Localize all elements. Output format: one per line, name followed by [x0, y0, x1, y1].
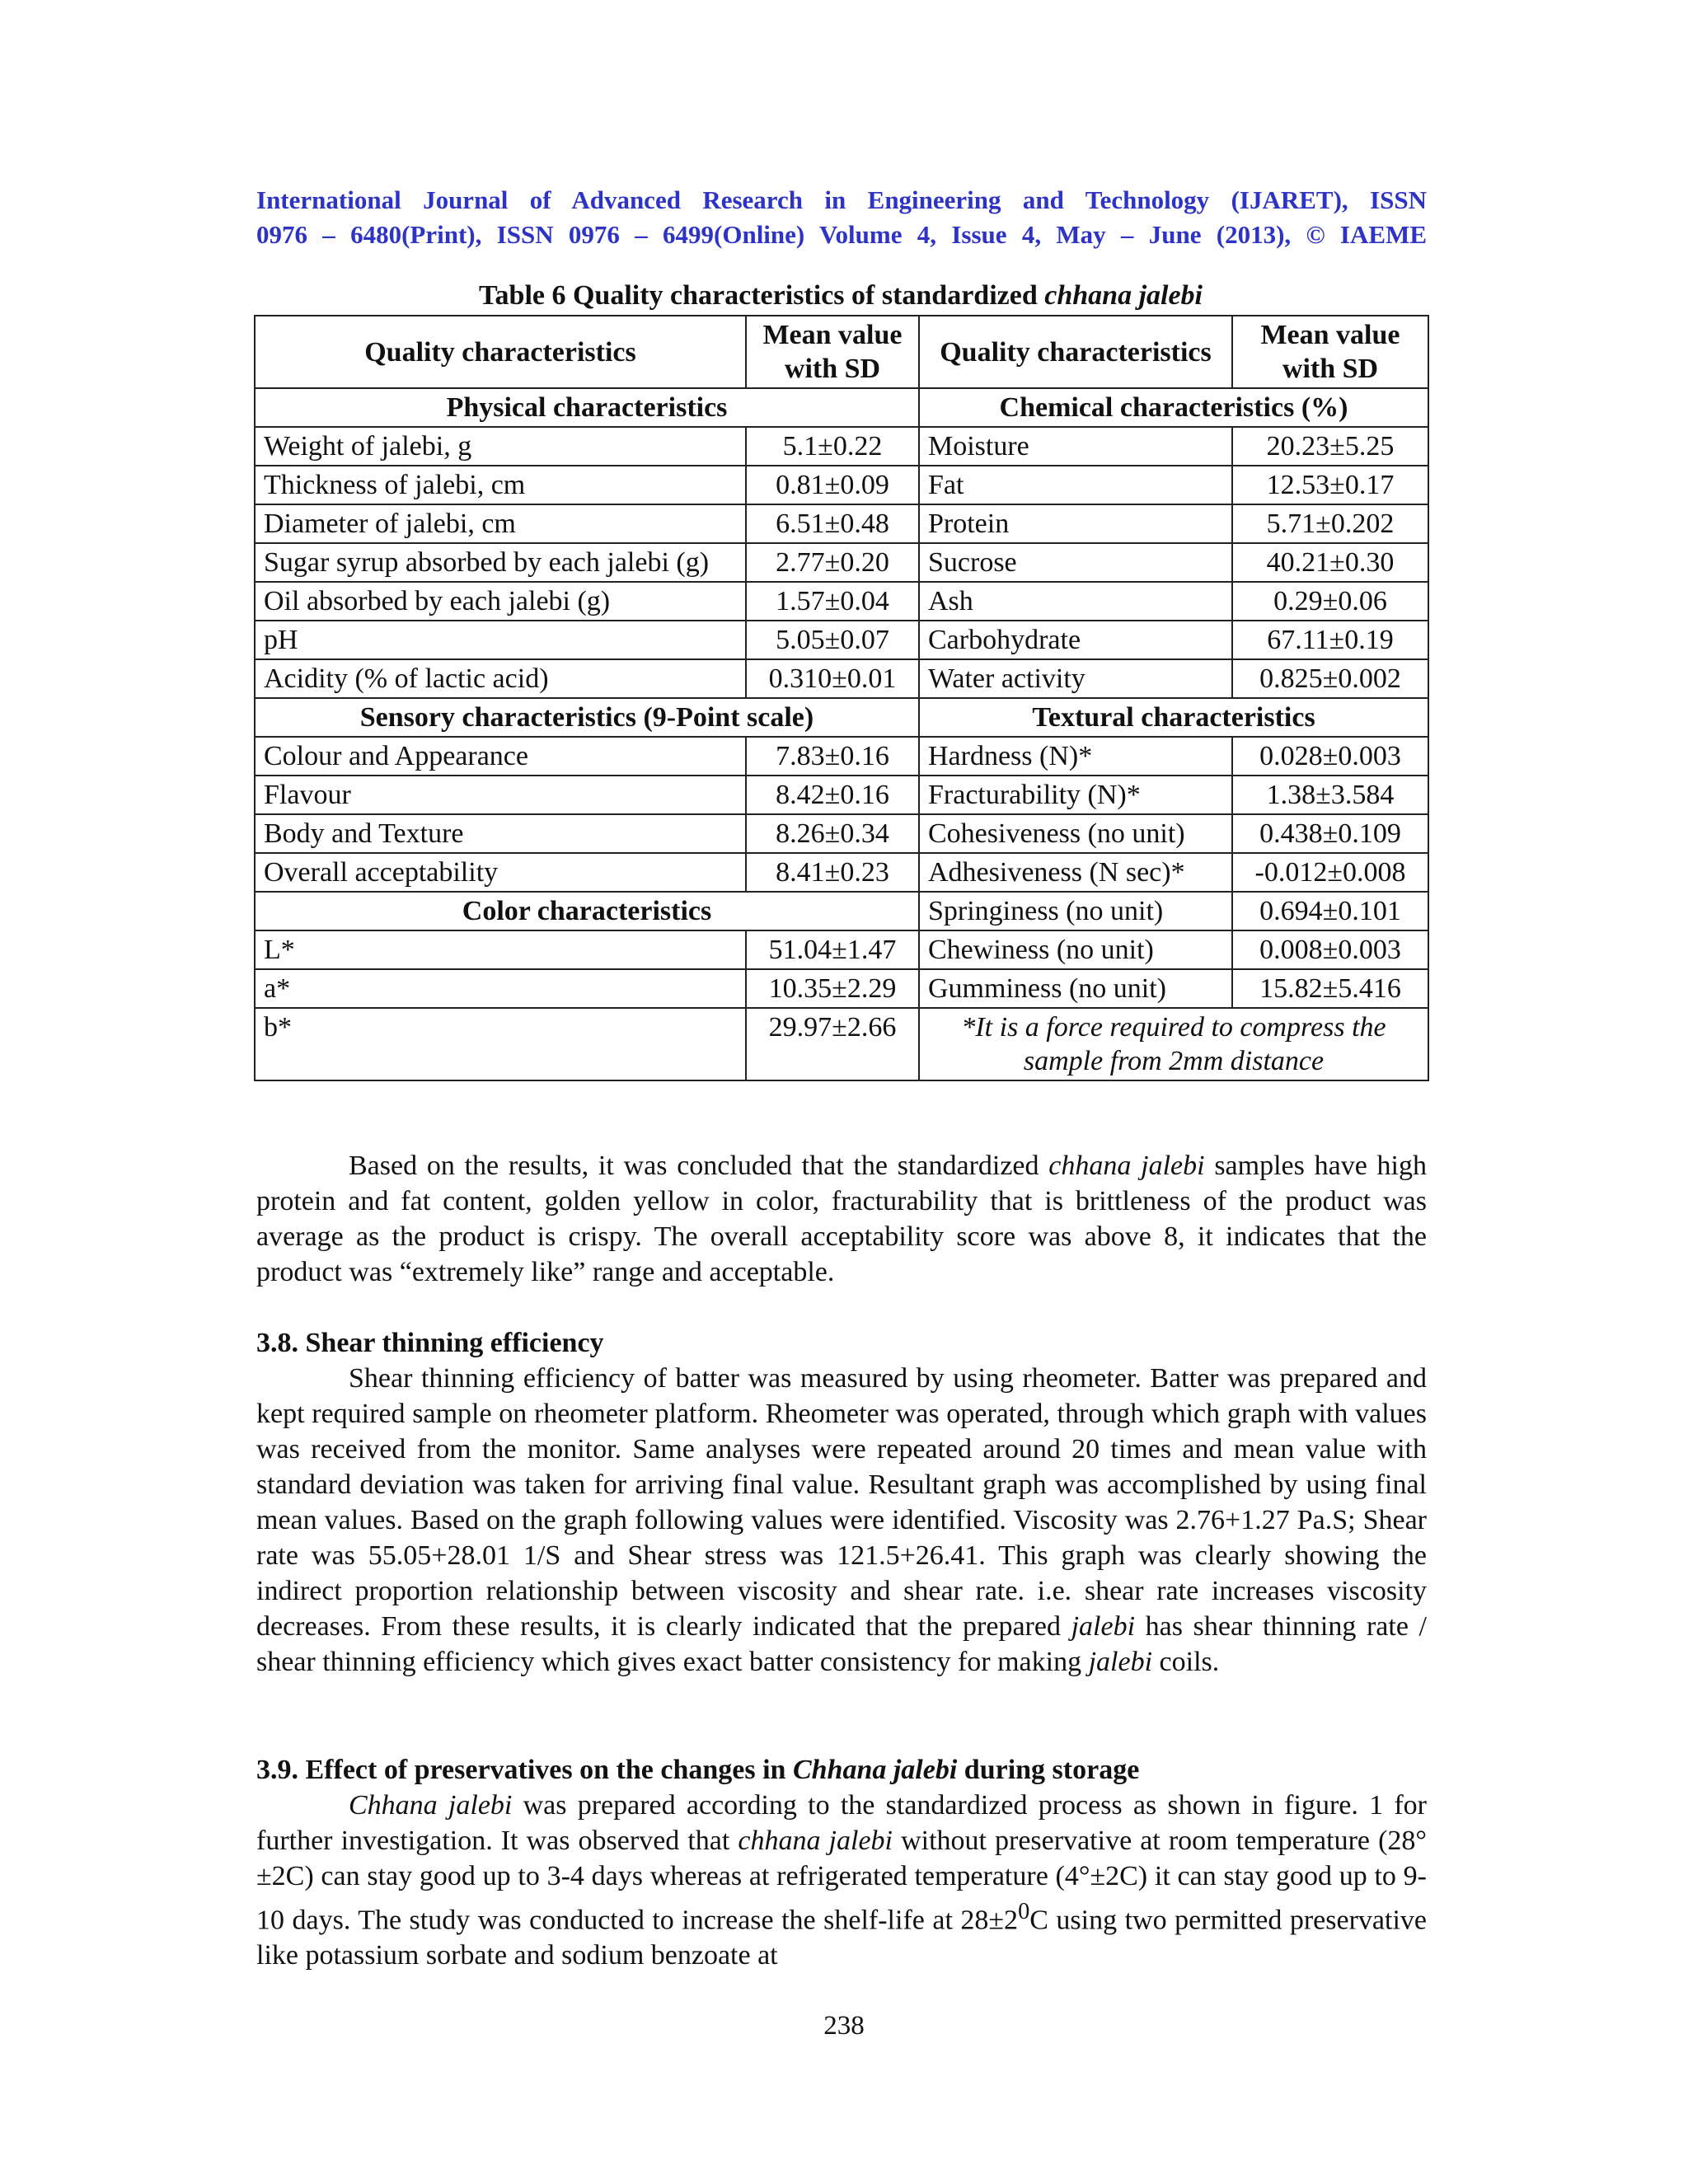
cell: 6.51±0.48	[746, 504, 919, 543]
table-row	[255, 427, 1428, 466]
cell: Adhesiveness (N sec)*	[919, 853, 1232, 892]
text: has shear thinning rate / shear thinning efficiency which gives exact batter consistency for making	[256, 1611, 1427, 1677]
text: C using two permitted preservative like potassium sorbate and sodium benzoate at	[256, 1905, 1427, 1971]
cell: 10.35±2.29	[746, 969, 919, 1008]
text: during storage	[957, 1755, 1140, 1785]
section-heading: Textural characteristics	[919, 698, 1428, 737]
text-italic: Chhana jalebi	[792, 1755, 958, 1785]
cell: Protein	[919, 504, 1232, 543]
table-row	[255, 1008, 1428, 1080]
text: samples have high protein and fat content, golden yellow in color, fracturability that is brittleness of the product was average as the product is crispy. The overall acceptability score was above 8, it indicates that the product was “extremely like” range and acceptable.	[256, 1151, 1427, 1287]
text: was prepared according to the standardized process as shown in figure. 1 for further investigation. It was observed that	[256, 1790, 1427, 1856]
table-row	[255, 543, 1428, 582]
section-row	[255, 698, 1428, 737]
table-row	[255, 737, 1428, 776]
conclusion-paragraph	[256, 1148, 1427, 1290]
cell: Chewiness (no unit)	[919, 930, 1232, 969]
cell: 29.97±2.66	[746, 1008, 919, 1080]
table-header-row	[255, 316, 1428, 388]
cell: Moisture	[919, 427, 1232, 466]
text-italic: chhana jalebi	[1048, 1151, 1205, 1181]
journal-header-line2: 0976 – 6480(Print), ISSN 0976 – 6499(Online) Volume 4, Issue 4, May – June (2013), © IAEME	[256, 220, 1427, 249]
col-header: Mean value with SD	[746, 316, 919, 388]
cell: Carbohydrate	[919, 621, 1232, 659]
col-header: Quality characteristics	[255, 316, 746, 388]
cell: Thickness of jalebi, cm	[255, 466, 746, 504]
text: Based on the results, it was concluded that the standardized	[349, 1151, 1049, 1181]
table-row	[255, 466, 1428, 504]
table-footnote: *It is a force required to compress the sample from 2mm distance	[919, 1008, 1428, 1080]
cell: Colour and Appearance	[255, 737, 746, 776]
section-heading: Color characteristics	[255, 892, 919, 930]
text: without preservative at room temperature (28°±2C) can stay good up to 3-4 days whereas at refrigerated temperature (4°±2C) it can stay good up to 9-10 days. The study was conducted to increase the shelf-life at 28±2	[256, 1825, 1427, 1936]
table-caption	[254, 279, 1428, 313]
cell: Gumminess (no unit)	[919, 969, 1232, 1008]
cell: Diameter of jalebi, cm	[255, 504, 746, 543]
table-row	[255, 853, 1428, 892]
section-row	[255, 388, 1428, 427]
caption-text: Table 6 Quality characteristics of standardized	[478, 280, 1045, 311]
table-row	[255, 930, 1428, 969]
cell: 15.82±5.416	[1232, 969, 1428, 1008]
superscript: 0	[1018, 1899, 1030, 1924]
cell: 8.26±0.34	[746, 814, 919, 853]
cell: 0.008±0.003	[1232, 930, 1428, 969]
journal-header-line1: International Journal of Advanced Research in Engineering and Technology (IJARET), ISSN	[256, 185, 1427, 214]
text-italic: jalebi	[1071, 1611, 1136, 1642]
cell: b*	[255, 1008, 746, 1080]
cell: Overall acceptability	[255, 853, 746, 892]
col-header: Mean value with SD	[1232, 316, 1428, 388]
cell: -0.012±0.008	[1232, 853, 1428, 892]
cell: 12.53±0.17	[1232, 466, 1428, 504]
cell: 0.438±0.109	[1232, 814, 1428, 853]
cell: 0.310±0.01	[746, 659, 919, 698]
section-heading: Physical characteristics	[255, 388, 919, 427]
cell: 5.05±0.07	[746, 621, 919, 659]
cell: 20.23±5.25	[1232, 427, 1428, 466]
table-row	[255, 814, 1428, 853]
cell: 1.38±3.584	[1232, 776, 1428, 814]
table-row	[255, 621, 1428, 659]
cell: 5.1±0.22	[746, 427, 919, 466]
text: coils.	[1152, 1647, 1220, 1677]
journal-header	[256, 183, 1427, 252]
section-title: 3.8. Shear thinning efficiency	[256, 1328, 604, 1358]
cell: Hardness (N)*	[919, 737, 1232, 776]
table-row	[255, 582, 1428, 621]
cell: Oil absorbed by each jalebi (g)	[255, 582, 746, 621]
cell: 8.42±0.16	[746, 776, 919, 814]
table-row	[255, 776, 1428, 814]
table-row	[255, 969, 1428, 1008]
cell: 67.11±0.19	[1232, 621, 1428, 659]
cell: 0.825±0.002	[1232, 659, 1428, 698]
section-3-8	[256, 1325, 1427, 1680]
cell: 1.57±0.04	[746, 582, 919, 621]
cell: Sucrose	[919, 543, 1232, 582]
table-row	[255, 659, 1428, 698]
cell: Body and Texture	[255, 814, 746, 853]
cell: Water activity	[919, 659, 1232, 698]
section-title	[256, 1752, 1427, 1788]
cell: Fracturability (N)*	[919, 776, 1232, 814]
table-row	[255, 504, 1428, 543]
cell: 8.41±0.23	[746, 853, 919, 892]
cell: Cohesiveness (no unit)	[919, 814, 1232, 853]
cell: 0.028±0.003	[1232, 737, 1428, 776]
cell: 0.81±0.09	[746, 466, 919, 504]
caption-italic: chhana jalebi	[1044, 280, 1203, 311]
text-italic: Chhana jalebi	[349, 1790, 513, 1821]
cell: 0.694±0.101	[1232, 892, 1428, 930]
text-italic: jalebi	[1088, 1647, 1153, 1677]
cell: Ash	[919, 582, 1232, 621]
text: 3.9. Effect of preservatives on the changes in	[256, 1755, 793, 1785]
cell: L*	[255, 930, 746, 969]
cell: Sugar syrup absorbed by each jalebi (g)	[255, 543, 746, 582]
cell: 40.21±0.30	[1232, 543, 1428, 582]
quality-table	[254, 315, 1429, 1081]
cell: a*	[255, 969, 746, 1008]
table-row	[255, 892, 1428, 930]
section-3-9	[256, 1752, 1427, 1973]
cell: Weight of jalebi, g	[255, 427, 746, 466]
cell: Springiness (no unit)	[919, 892, 1232, 930]
cell: 51.04±1.47	[746, 930, 919, 969]
cell: Flavour	[255, 776, 746, 814]
cell: Acidity (% of lactic acid)	[255, 659, 746, 698]
cell: 5.71±0.202	[1232, 504, 1428, 543]
text-italic: chhana jalebi	[738, 1825, 893, 1856]
cell: Fat	[919, 466, 1232, 504]
cell: 0.29±0.06	[1232, 582, 1428, 621]
page-number: 238	[823, 2011, 865, 2041]
cell: 7.83±0.16	[746, 737, 919, 776]
cell: pH	[255, 621, 746, 659]
section-heading: Sensory characteristics (9-Point scale)	[255, 698, 919, 737]
cell: 2.77±0.20	[746, 543, 919, 582]
col-header: Quality characteristics	[919, 316, 1232, 388]
text: Shear thinning efficiency of batter was measured by using rheometer. Batter was prepared and kept required sample on rheometer platform. Rheometer was operated, through which graph with values was received from the monitor. Same analyses were repeated around 20 times and mean value with standard deviation was taken for arriving final value. Resultant graph was accomplished by using final mean values. Based on the graph following values were identified. Viscosity was 2.76+1.27 Pa.S; Shear rate was 55.05+28.01 1/S and Shear stress was 121.5+26.41. This graph was clearly showing the indirect proportion relationship between viscosity and shear rate. i.e. shear rate increases viscosity decreases. From these results, it is clearly indicated that the prepared	[256, 1363, 1427, 1642]
section-heading: Chemical characteristics (%)	[919, 388, 1428, 427]
